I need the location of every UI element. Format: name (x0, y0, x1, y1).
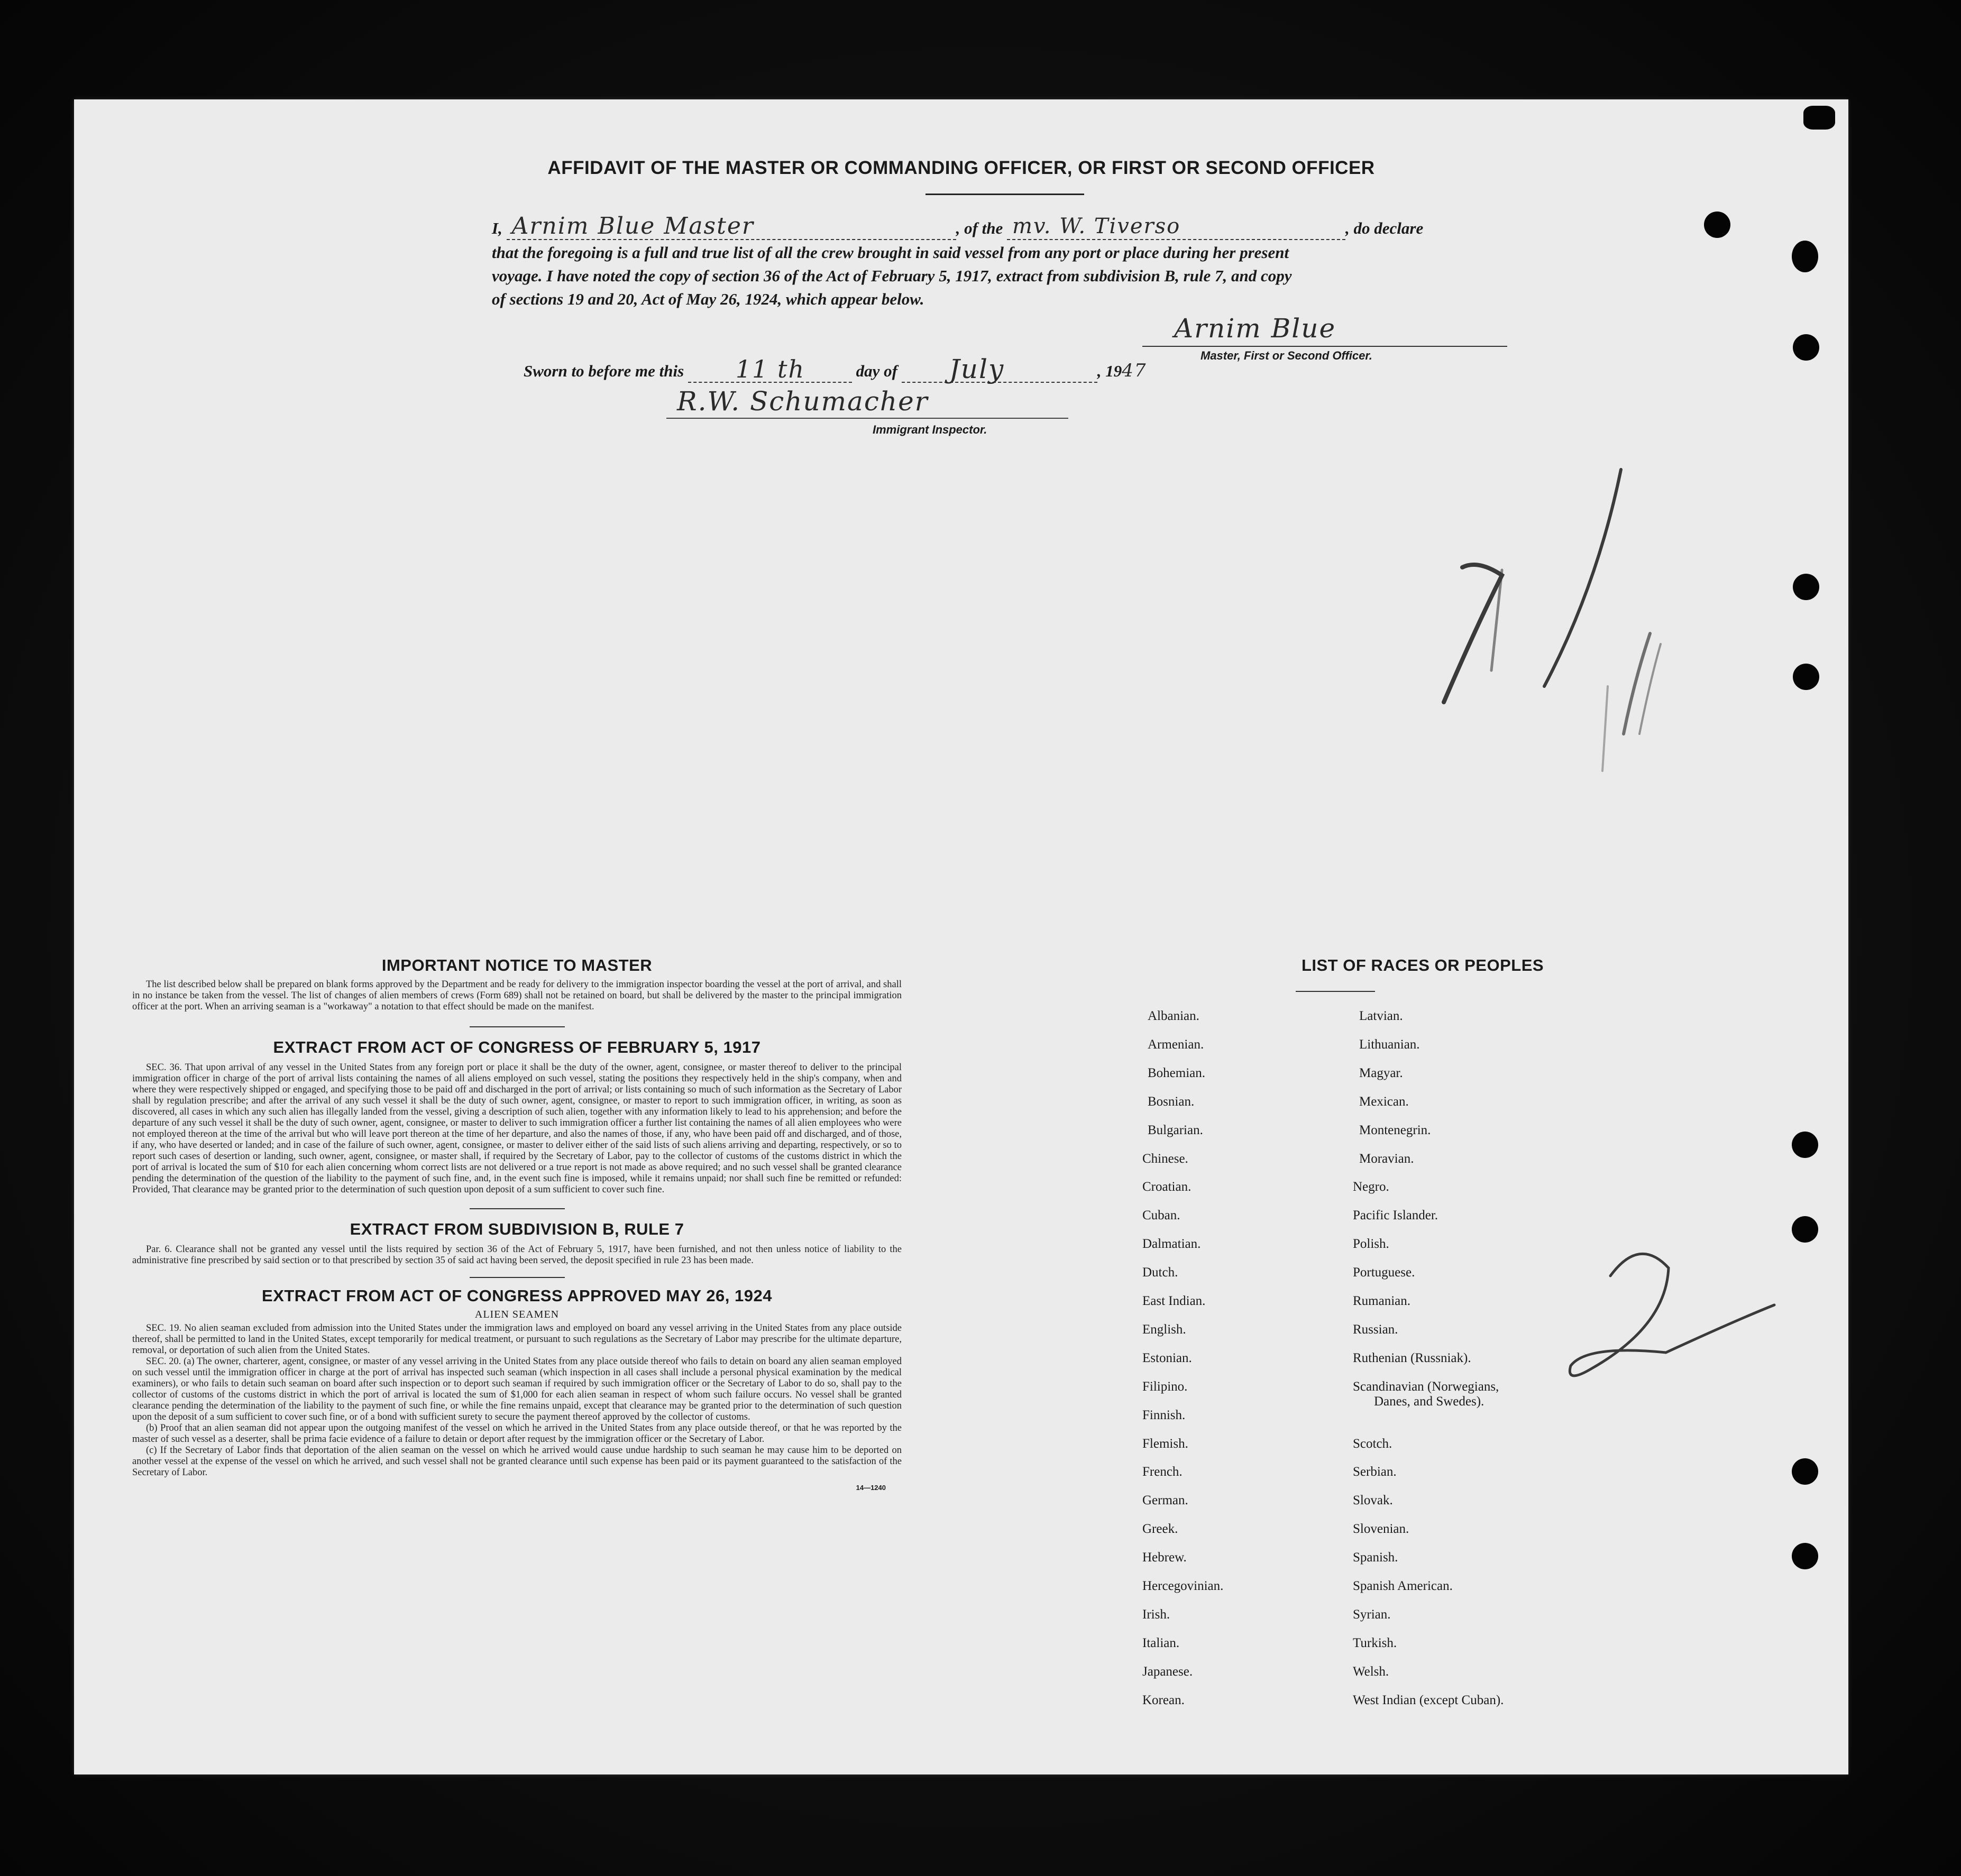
race-item: Serbian. (1353, 1465, 1397, 1479)
affidavit-title: AFFIDAVIT OF THE MASTER OR COMMANDING OFFICER, OR FIRST OR SECOND OFFICER (547, 158, 1375, 178)
race-item: East Indian. (1142, 1294, 1206, 1308)
alien-seamen-subtitle: ALIEN SEAMEN (474, 1309, 560, 1320)
master-name-handwriting: Arnim Blue Master (511, 213, 754, 240)
punch-hole (1792, 1543, 1818, 1569)
race-item: Negro. (1353, 1180, 1389, 1194)
race-item: English. (1142, 1322, 1186, 1337)
rule-7-title: EXTRACT FROM SUBDIVISION B, RULE 7 (350, 1220, 684, 1238)
race-item: Latvian. (1359, 1009, 1403, 1023)
affidavit-line-4: of sections 19 and 20, Act of May 26, 1924, which appear below. (492, 290, 924, 308)
race-item: Lithuanian. (1359, 1037, 1420, 1052)
race-item-continuation: Danes, and Swedes). (1374, 1394, 1485, 1409)
section-20a-paragraph: SEC. 20. (a) The owner, charterer, agent, consignee, or master of any vessel arriving in the United States from any place outside thereof who fails to detain on board any alien seaman employed on such vessel until the immigration officer in charge at the port of arrival has inspected such seaman (which inspection in all cases shall include a personal physical examination by the medical examiners), or who fails to detain such seaman on board after such inspection or to deport such seaman if required by such immigration officer or the Secretary of Labor to do so, shall pay to the collector of customs of the customs district in which the port of arrival is located the sum of $1,000 for each alien seaman in respect of whom such failure occurs. No vessel shall be granted clearance pending the determination of the liability to the payment of such fine, or while the fine remains unpaid, except that clearance may be granted prior to the determination of such question upon the deposit of a sum sufficient to cover such fine, or of a bond with sufficient surety to secure the payment thereof approved by the collector of customs. (132, 1356, 902, 1422)
race-item: Albanian. (1148, 1009, 1199, 1023)
affidavit-declare: , do declare (1345, 219, 1424, 237)
section-19-paragraph: SEC. 19. No alien seaman excluded from admission into the United States under the immigration laws and employed on board any vessel arriving in the United States from any place outside thereof, shall be permitted to land in the United States, except temporarily for medical treatment, or pursuant to such regulations as the Secretary of Labor may prescribe for the ultimate departure, removal, or deportation of such alien from the United States. (132, 1323, 902, 1356)
race-item: Chinese. (1142, 1151, 1188, 1166)
race-item: West Indian (except Cuban). (1353, 1693, 1504, 1707)
race-item: Syrian. (1353, 1607, 1391, 1622)
punch-hole (1793, 664, 1819, 690)
race-item: Polish. (1353, 1237, 1389, 1252)
affidavit-prefix: I, (492, 219, 502, 237)
race-item: German. (1142, 1493, 1188, 1508)
race-item: Japanese. (1142, 1664, 1193, 1679)
race-item: Greek. (1142, 1522, 1178, 1537)
punch-hole (1792, 1132, 1818, 1158)
extract-1924-title: EXTRACT FROM ACT OF CONGRESS APPROVED MAY 26, 1924 (262, 1286, 772, 1305)
sworn-prefix: Sworn to before me this (524, 362, 684, 380)
race-item: Dutch. (1142, 1265, 1178, 1280)
rule-7-paragraph: Par. 6. Clearance shall not be granted any vessel until the lists required by section 36 of the Act of February 5, 1917, have been furnished, and not then unless notice of liability to the administrative fine prescribed by said section or to that prescribed by section 35 of said act having been served, the deposit specified in rule 23 has been made. (132, 1244, 902, 1266)
sworn-month: July (949, 354, 1005, 384)
vessel-name-handwriting: mv. W. Tiverso (1012, 214, 1181, 238)
master-caption: Master, First or Second Officer. (1201, 349, 1372, 362)
race-item: Bosnian. (1148, 1094, 1195, 1109)
race-item: Moravian. (1359, 1151, 1414, 1166)
race-item: Ruthenian (Russniak). (1353, 1350, 1471, 1365)
race-item: Montenegrin. (1359, 1123, 1431, 1137)
race-item: Filipino. (1142, 1379, 1188, 1394)
race-item: Russian. (1353, 1322, 1398, 1337)
affidavit-line-2: that the foregoing is a full and true list of all the crew brought in said vessel from any port or place during her present (492, 243, 1289, 262)
race-item: Armenian. (1148, 1037, 1204, 1052)
pencil-annotations (74, 99, 1848, 1774)
race-item: Welsh. (1353, 1664, 1389, 1679)
form-number: 14—1240 (856, 1484, 886, 1492)
punch-hole (1793, 334, 1819, 361)
races-title: LIST OF RACES OR PEOPLES (1301, 956, 1544, 974)
section-36-paragraph: SEC. 36. That upon arrival of any vessel in the United States from any foreign port or place it shall be the duty of the owner, agent, consignee, or master thereof to deliver to the principal immigration officer in charge of the port of arrival lists containing the names of all aliens employed on such vessel, stating the positions they respectively held in the ship's company, when and where they were respectively shipped or engaged, and specifying those to be paid off and discharged in the port of arrival; or lists containing so much of such information as the Secretary of Labor shall by regulation prescribe; and after the arrival of any such vessel it shall be the duty of such owner, agent, consignee, or master to report to such immigration officer, in writing, as soon as discovered, all cases in which any such alien has illegally landed from the vessel, giving a description of such alien, together with any information likely to lead to his apprehension; and before the departure of any such vessel it shall be the duty of such owner, agent, consignee, or master to deliver to such immigration officer a further list containing the names of all alien employees who were not employed thereon at the time of the arrival but who will leave port thereon at the time of her departure, and also the names of those, if any, who have been paid off and discharged, and of those, if any, who have deserted or landed; and in case of the failure of such owner, agent, consignee, or master to deliver either of the said lists of such aliens arriving and departing, respectively, or so to report such cases of desertion or landing, such owner, agent, consignee, or master shall, if required by the Secretary of Labor, pay to the collector of customs of the customs district in which the port of arrival is located the sum of $10 for each alien concerning whom correct lists are not delivered or a true report is not made as above required; and no such vessel shall be granted clearance pending the determination of the question of the liability to the payment of such fine, and, in the event such fine is imposed, while it remains unpaid; nor shall such fine be remitted or refunded: Provided, That clearance may be granted prior to the determination of such question upon deposit of a sum sufficient to cover such fine. (132, 1062, 902, 1195)
sworn-day: 11 th (735, 355, 805, 383)
punch-hole (1792, 241, 1818, 272)
race-item: Estonian. (1142, 1350, 1192, 1365)
affidavit-line-3: voyage. I have noted the copy of section 36 of the Act of February 5, 1917, extract from subdivision B, rule 7, and copy (492, 266, 1292, 285)
race-item: Bohemian. (1148, 1065, 1206, 1080)
affidavit-of-the: , of the (956, 219, 1003, 237)
punch-hole (1793, 574, 1819, 600)
sworn-year: 47 (1122, 360, 1147, 381)
race-item: Cuban. (1142, 1208, 1180, 1223)
race-item: Dalmatian. (1142, 1237, 1201, 1252)
punch-hole (1704, 211, 1730, 238)
inspector-caption: Immigrant Inspector. (873, 423, 987, 436)
section-20c-paragraph: (c) If the Secretary of Labor finds that deportation of the alien seaman on the vessel on which he arrived would cause undue hardship to such seaman he may cause him to be deported on another vessel at the expense of the vessel on which he arrived, and such vessel shall not be granted clearance until such expense has been paid or its payment guaranteed to the satisfaction of the Secretary of Labor. (132, 1445, 902, 1478)
race-item: Spanish. (1353, 1550, 1398, 1565)
punch-hole (1792, 1216, 1818, 1243)
race-item: Irish. (1142, 1607, 1170, 1622)
race-item: Turkish. (1353, 1635, 1397, 1650)
race-item: Pacific Islander. (1353, 1208, 1438, 1223)
extract-1917-title: EXTRACT FROM ACT OF CONGRESS OF FEBRUARY 5, 1917 (273, 1038, 761, 1056)
race-item: Croatian. (1142, 1180, 1192, 1194)
race-item: Spanish American. (1353, 1579, 1453, 1593)
race-item: Bulgarian. (1148, 1123, 1203, 1137)
race-item: Magyar. (1359, 1065, 1403, 1080)
punch-hole (1803, 106, 1835, 130)
race-item: Hercegovinian. (1142, 1579, 1224, 1593)
sworn-day-of: day of (856, 362, 897, 380)
punch-hole (1792, 1458, 1818, 1485)
sworn-year-prefix: , 19 (1097, 362, 1122, 380)
race-item: Scandinavian (Norwegians, (1353, 1379, 1499, 1394)
race-item: Slovenian. (1353, 1522, 1409, 1537)
race-item: Italian. (1142, 1635, 1180, 1650)
inspector-signature: R.W. Schumacher (677, 386, 929, 417)
race-item: Portuguese. (1353, 1265, 1415, 1280)
document-sheet (74, 99, 1848, 1774)
race-item: Mexican. (1359, 1094, 1409, 1109)
race-item: Scotch. (1353, 1436, 1392, 1451)
section-20b-paragraph: (b) Proof that an alien seaman did not appear upon the outgoing manifest of the vessel on which he arrived in the United States from any place outside thereof, or that he was reported by the master of such vessel as a deserter, shall be prima facie evidence of a failure to detain or deport after request by the immigration officer or the Secretary of Labor. (132, 1423, 902, 1445)
pencil-fraction-mark (1444, 470, 1661, 771)
race-item: French. (1142, 1465, 1183, 1479)
race-item: Slovak. (1353, 1493, 1393, 1508)
race-item: Finnish. (1142, 1408, 1186, 1422)
notice-title: IMPORTANT NOTICE TO MASTER (381, 956, 653, 974)
race-item: Korean. (1142, 1693, 1185, 1707)
pencil-number-mark (1570, 1254, 1774, 1376)
master-signature: Arnim Blue (1174, 313, 1336, 344)
race-item: Hebrew. (1142, 1550, 1187, 1565)
race-item: Rumanian. (1353, 1294, 1411, 1308)
notice-paragraph: The list described below shall be prepared on blank forms approved by the Department and be ready for delivery to the immigration inspector boarding the vessel at the port of arrival, and shall in no instance be taken from the vessel. The list of changes of alien members of crews (Form 689) shall not be retained on board, but shall be delivered by the master to the principal immigration officer at the port. When an arriving seaman is a "workaway" a notation to that effect should be made on the manifest. (132, 979, 902, 1012)
race-item: Flemish. (1142, 1436, 1188, 1451)
